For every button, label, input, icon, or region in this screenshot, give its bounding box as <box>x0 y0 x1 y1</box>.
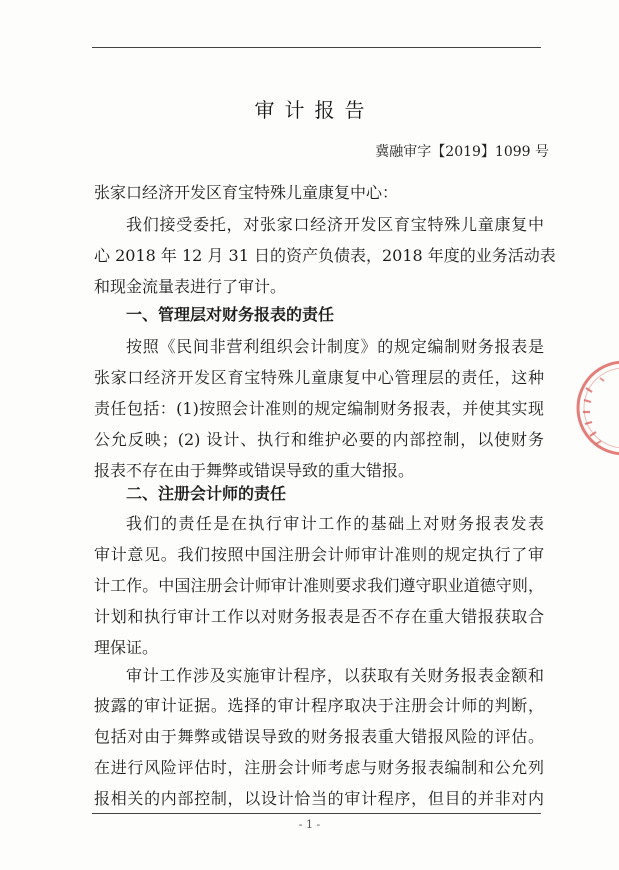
section1-line: 张家口经济开发区育宝特殊儿童康复中心管理层的责任，这种 <box>94 368 544 387</box>
section2-para1-line: 计划和执行审计工作以对财务报表是否不存在重大错报获取合 <box>94 607 544 626</box>
section2-para1-line: 理保证。 <box>94 638 159 657</box>
section1-line: 报表不存在由于舞弊或错误导致的重大错报。 <box>94 461 415 480</box>
page-title: 审计报告 <box>254 98 375 122</box>
page-number: - 1 - <box>298 818 321 831</box>
section2-para2-line: 披露的审计证据。选择的审计程序取决于注册会计师的判断， <box>94 696 544 715</box>
addressee: 张家口经济开发区育宝特殊儿童康复中心： <box>94 183 399 202</box>
section2-para1-line: 审计意见。我们按照中国注册会计师审计准则的规定执行了审 <box>94 545 544 564</box>
header-rule <box>92 47 541 48</box>
section2-para1-line: 我们的责任是在执行审计工作的基础上对财务报表发表 <box>126 514 544 533</box>
section1-line: 按照《民间非营利组织会计制度》的规定编制财务报表是 <box>126 337 544 356</box>
intro-line: 心 2018 年 12 月 31 日的资产负债表，2018 年度的业务活动表 <box>94 246 556 265</box>
section-heading-auditor: 二、注册会计师的责任 <box>126 484 287 503</box>
seal-stamp-icon <box>572 348 619 468</box>
section2-para2-line: 报相关的内部控制，以设计恰当的审计程序，但目的并非对内 <box>94 789 544 808</box>
footer-rule <box>92 813 541 814</box>
intro-line: 我们接受委托，对张家口经济开发区育宝特殊儿童康复中 <box>126 215 544 234</box>
document-number: 冀融审字【2019】1099 号 <box>375 144 549 160</box>
section1-line: 公允反映；(2) 设计、执行和维护必要的内部控制，以使财务 <box>94 430 544 449</box>
section2-para2-line: 在进行风险评估时，注册会计师考虑与财务报表编制和公允列 <box>94 758 544 777</box>
section1-line: 责任包括：(1)按照会计准则的规定编制财务报表，并使其实现 <box>94 399 544 418</box>
section2-para1-line: 计工作。中国注册会计师审计准则要求我们遵守职业道德守则， <box>94 576 544 595</box>
intro-line: 和现金流量表进行了审计。 <box>94 277 287 296</box>
section-heading-management: 一、管理层对财务报表的责任 <box>126 305 335 324</box>
section2-para2-line: 包括对由于舞弊或错误导致的财务报表重大错报风险的评估。 <box>94 727 544 746</box>
section2-para2-line: 审计工作涉及实施审计程序，以获取有关财务报表金额和 <box>126 666 544 685</box>
